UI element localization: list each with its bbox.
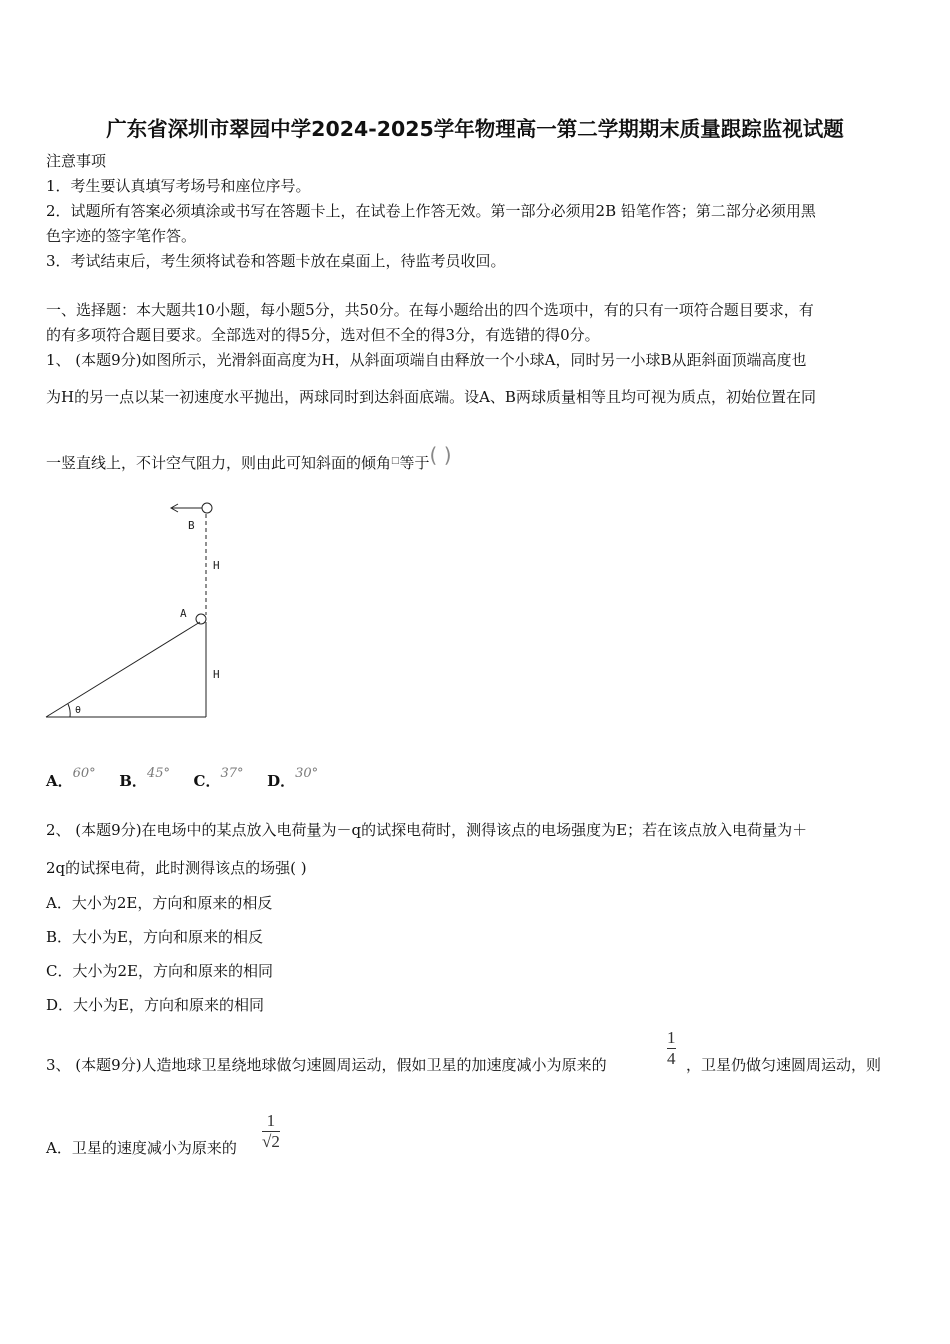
q1-line3-text: 一竖直线上，不计空气阻力，则由此可知斜面的倾角 — [46, 454, 392, 472]
notice-item-1: 1．考生要认真填写考场号和座位序号。 — [46, 177, 311, 195]
q1-option-b[interactable]: B．45° — [119, 766, 170, 790]
theta-arc — [68, 704, 70, 717]
q1-line3-end: 等于 — [399, 454, 430, 472]
q2-option-b[interactable]: B．大小为E，方向和原来的相反 — [46, 928, 263, 946]
q1-option-b-value: 45° — [146, 766, 170, 781]
q1-option-a-value: 60° — [72, 766, 96, 781]
q3-frac-den: 4 — [667, 1049, 676, 1068]
q1-line1: 1、 (本题9分)如图所示，光滑斜面高度为H，从斜面项端自由释放一个小球A，同时另一小球B从距斜面顶端高度也 — [46, 351, 807, 369]
q3-frac-num: 1 — [667, 1028, 676, 1047]
label-theta: θ — [75, 705, 82, 716]
q1-option-c[interactable]: C．37° — [193, 766, 244, 790]
q2-line1: 2、 (本题9分)在电场中的某点放入电荷量为－q的试探电荷时，测得该点的电场强度为E；若在该点放入电荷量为＋ — [46, 821, 808, 839]
q1-option-a[interactable]: A．60° — [46, 766, 96, 790]
q2-option-a[interactable]: A．大小为2E，方向和原来的相反 — [46, 894, 273, 912]
q3-line1 — [46, 1055, 607, 1075]
q3-line1-text: 3、 (本题9分)人造地球卫星绕地球做匀速圆周运动，假如卫星的加速度减小为原来的 — [46, 1056, 607, 1074]
q1-answer-paren: ( ) — [429, 443, 452, 467]
section-intro-line2: 的有多项符合题目要求。全部选对的得5分，选对但不全的得3分，有选错的得0分。 — [46, 326, 600, 344]
label-b: B — [188, 519, 195, 532]
q1-options — [46, 766, 319, 793]
q1-line3 — [46, 443, 452, 473]
q2-option-c[interactable]: C．大小为2E，方向和原来的相同 — [46, 962, 273, 980]
notice-item-3: 3．考试结束后，考生须将试卷和答题卡放在桌面上，待监考员收回。 — [46, 252, 506, 270]
label-h-top: H — [213, 559, 220, 572]
page-title: 广东省深圳市翠园中学2024-2025学年物理高一第二学期期末质量跟踪监视试题 — [106, 117, 844, 141]
q3-optA-frac-num: 1 — [266, 1111, 276, 1130]
q3-optA-frac-den: √2 — [262, 1132, 280, 1151]
notice-item-2-cont: 色字迹的签字笔作答。 — [46, 227, 197, 245]
q2-line2: 2q的试探电荷，此时测得该点的场强( ) — [46, 859, 307, 877]
q3-option-a-text: A．卫星的速度减小为原来的 — [46, 1139, 237, 1157]
q1-option-d[interactable]: D．30° — [267, 766, 319, 790]
ball-b — [202, 503, 212, 513]
q1-option-d-value: 30° — [295, 766, 319, 781]
q1-angle-box: □ — [391, 456, 400, 466]
q3-line1-end: ，卫星仍做匀速圆周运动，则 — [686, 1056, 882, 1074]
q3-option-a-fraction — [262, 1112, 280, 1151]
ball-a — [196, 614, 206, 624]
label-h-bottom: H — [213, 668, 220, 681]
q3-fraction — [667, 1029, 676, 1068]
section-intro-line1: 一、选择题：本大题共10小题，每小题5分，共50分。在每小题给出的四个选项中，有的只有一项符合题目要求，有 — [46, 301, 814, 319]
q2-option-d[interactable]: D．大小为E，方向和原来的相同 — [46, 996, 264, 1014]
incline-slope — [46, 622, 200, 717]
notice-item-2: 2．试题所有答案必须填涂或书写在答题卡上，在试卷上作答无效。第一部分必须用2B 铅笔作答；第二部分必须用黑 — [46, 202, 816, 220]
q1-figure — [40, 495, 240, 730]
notice-heading: 注意事项 — [46, 152, 107, 170]
q3-option-a[interactable] — [46, 1138, 237, 1158]
q1-line2: 为H的另一点以某一初速度水平抛出，两球同时到达斜面底端。设A、B两球质量相等且均可视为质点，初始位置在同 — [46, 388, 816, 406]
q1-option-c-value: 37° — [220, 766, 244, 781]
label-a: A — [180, 607, 187, 620]
